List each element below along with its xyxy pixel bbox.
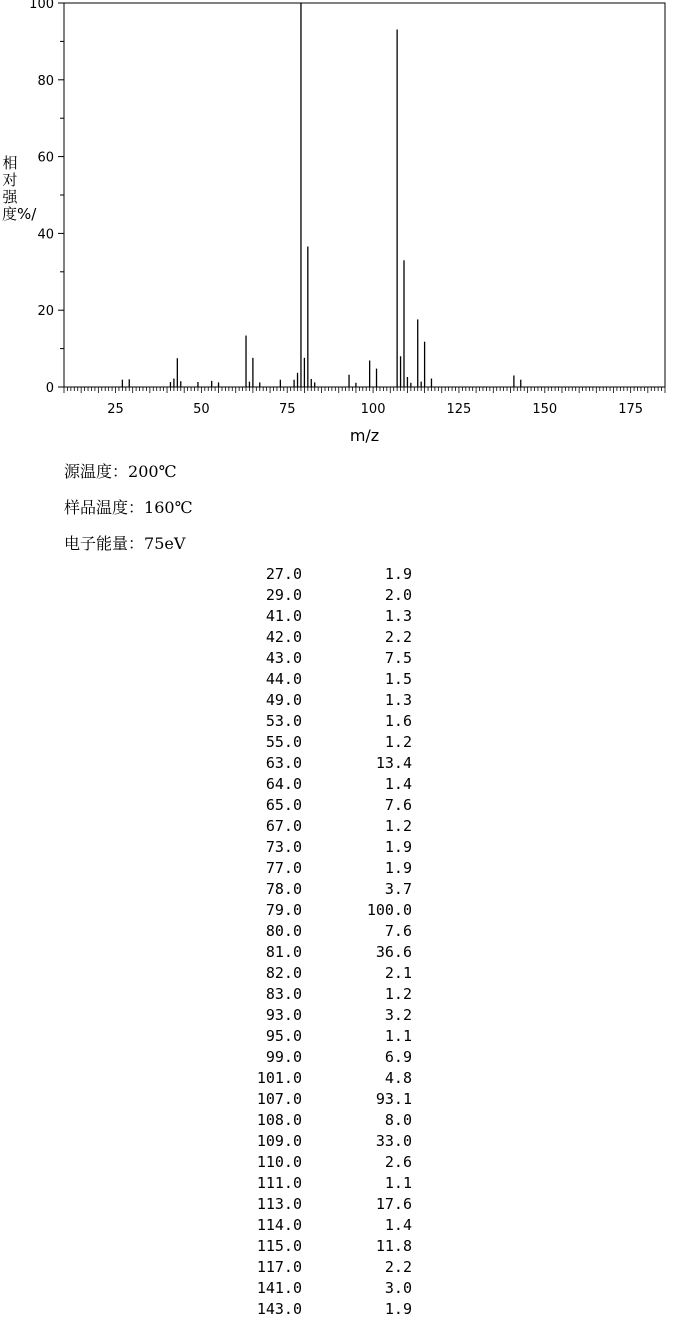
peak-mz: 80.0	[265, 922, 302, 940]
spectrum-plot	[0, 0, 680, 450]
y-tick-label: 20	[37, 304, 54, 320]
peak-intensity: 1.6	[384, 712, 412, 730]
peak-mz: 114.0	[256, 1216, 302, 1234]
peak-mz: 111.0	[256, 1174, 302, 1192]
peak-mz: 55.0	[265, 733, 302, 751]
table-row	[230, 774, 430, 795]
x-tick-label: 150	[532, 402, 558, 417]
table-row	[230, 963, 430, 984]
x-axis-label: m/z	[349, 426, 380, 445]
peak-intensity: 93.1	[375, 1090, 412, 1108]
peak-mz: 82.0	[265, 964, 302, 982]
table-row	[230, 1278, 430, 1299]
peak-intensity: 17.6	[375, 1195, 412, 1213]
table-row	[230, 1005, 430, 1026]
x-tick-label: 75	[278, 402, 296, 417]
condition-value: 160℃	[144, 498, 193, 517]
y-axis-label: 相对强度%/	[2, 154, 37, 223]
plot-frame	[64, 3, 665, 387]
table-row	[230, 942, 430, 963]
peak-intensity: 7.6	[384, 796, 412, 814]
peak-mz: 117.0	[256, 1258, 302, 1276]
peak-mz: 141.0	[256, 1279, 302, 1297]
peak-mz: 79.0	[265, 901, 302, 919]
table-row	[230, 1047, 430, 1068]
table-row	[230, 984, 430, 1005]
y-tick-label: 60	[37, 150, 54, 166]
peak-intensity: 2.1	[384, 964, 412, 982]
condition-sample-temp: 样品温度：160℃	[64, 498, 193, 517]
peak-mz: 29.0	[265, 586, 302, 604]
table-row	[230, 921, 430, 942]
table-row	[230, 732, 430, 753]
table-row	[230, 1110, 430, 1131]
peak-intensity: 1.3	[384, 607, 412, 625]
table-row	[230, 837, 430, 858]
x-tick-label: 125	[446, 402, 472, 417]
peak-mz: 53.0	[265, 712, 302, 730]
table-row	[230, 711, 430, 732]
x-tick-label: 175	[618, 402, 644, 417]
peak-intensity: 36.6	[375, 943, 412, 961]
condition-source-temp: 源温度：200℃	[64, 462, 177, 481]
table-row	[230, 669, 430, 690]
condition-value: 200℃	[128, 462, 177, 481]
x-tick-label: 50	[193, 402, 210, 417]
peak-intensity: 6.9	[384, 1048, 412, 1066]
peak-mz: 43.0	[265, 649, 302, 667]
peak-intensity: 1.9	[384, 838, 412, 856]
peak-intensity: 7.6	[384, 922, 412, 940]
peak-intensity: 3.0	[384, 1279, 412, 1297]
peak-intensity: 1.1	[384, 1174, 412, 1192]
peak-mz: 115.0	[256, 1237, 302, 1255]
table-row	[230, 606, 430, 627]
table-row	[230, 1068, 430, 1089]
peak-mz: 107.0	[256, 1090, 302, 1108]
peak-intensity: 1.2	[384, 733, 412, 751]
table-row	[230, 858, 430, 879]
peak-table	[230, 564, 430, 1320]
table-row	[230, 1194, 430, 1215]
table-row	[230, 690, 430, 711]
peak-intensity: 11.8	[375, 1237, 412, 1255]
y-tick-label: 80	[37, 73, 54, 89]
peak-intensity: 1.4	[384, 1216, 412, 1234]
table-row	[230, 648, 430, 669]
x-tick-label: 25	[107, 402, 124, 417]
peak-mz: 95.0	[265, 1027, 302, 1045]
peak-intensity: 1.2	[384, 985, 412, 1003]
table-row	[230, 1257, 430, 1278]
peak-mz: 109.0	[256, 1132, 302, 1150]
peak-intensity: 2.0	[384, 586, 412, 604]
table-row	[230, 1131, 430, 1152]
peak-mz: 77.0	[265, 859, 302, 877]
table-row	[230, 1299, 430, 1320]
peak-intensity: 4.8	[384, 1069, 412, 1087]
peak-mz: 64.0	[265, 775, 302, 793]
y-tick-label: 0	[45, 381, 54, 396]
peak-intensity: 2.2	[384, 1258, 412, 1276]
peak-mz: 44.0	[265, 670, 302, 688]
table-row	[230, 627, 430, 648]
peak-intensity: 2.2	[384, 628, 412, 646]
peak-intensity: 1.1	[384, 1027, 412, 1045]
peak-mz: 81.0	[265, 943, 302, 961]
peak-mz: 73.0	[265, 838, 302, 856]
peak-intensity: 7.5	[384, 649, 412, 667]
peak-mz: 67.0	[265, 817, 302, 835]
peak-intensity: 1.5	[384, 670, 412, 688]
y-tick-label: 100	[29, 0, 54, 12]
peak-mz: 101.0	[256, 1069, 302, 1087]
condition-electron-energy: 电子能量：75eV	[64, 534, 186, 553]
peak-mz: 110.0	[256, 1153, 302, 1171]
peak-mz: 49.0	[265, 691, 302, 709]
peak-mz: 143.0	[256, 1300, 302, 1318]
peak-intensity: 1.4	[384, 775, 412, 793]
peak-intensity: 1.9	[384, 1300, 412, 1318]
table-row	[230, 1236, 430, 1257]
condition-label: 样品温度	[64, 498, 129, 517]
peak-mz: 108.0	[256, 1111, 302, 1129]
peak-intensity: 3.7	[384, 880, 412, 898]
table-row	[230, 1215, 430, 1236]
peak-intensity: 1.3	[384, 691, 412, 709]
table-row	[230, 585, 430, 606]
table-row	[230, 795, 430, 816]
table-row	[230, 900, 430, 921]
peak-mz: 78.0	[265, 880, 302, 898]
peak-intensity: 100.0	[366, 901, 412, 919]
table-row	[230, 564, 430, 585]
peak-intensity: 3.2	[384, 1006, 412, 1024]
table-row	[230, 1089, 430, 1110]
table-row	[230, 816, 430, 837]
peak-mz: 63.0	[265, 754, 302, 772]
table-row	[230, 1173, 430, 1194]
peak-mz: 113.0	[256, 1195, 302, 1213]
x-tick-label: 100	[360, 402, 386, 417]
table-row	[230, 879, 430, 900]
peak-intensity: 33.0	[375, 1132, 412, 1150]
peak-intensity: 1.9	[384, 859, 412, 877]
peak-mz: 93.0	[265, 1006, 302, 1024]
table-row	[230, 753, 430, 774]
peak-intensity: 13.4	[375, 754, 412, 772]
peak-intensity: 1.9	[384, 565, 412, 583]
peak-intensity: 1.2	[384, 817, 412, 835]
peak-mz: 83.0	[265, 985, 302, 1003]
peak-mz: 41.0	[265, 607, 302, 625]
peak-intensity: 2.6	[384, 1153, 412, 1171]
table-row	[230, 1152, 430, 1173]
condition-value: 75eV	[144, 534, 186, 553]
peak-intensity: 8.0	[384, 1111, 412, 1129]
condition-label: 源温度	[64, 462, 113, 481]
table-row	[230, 1026, 430, 1047]
peak-mz: 27.0	[265, 565, 302, 583]
peak-mz: 65.0	[265, 796, 302, 814]
condition-label: 电子能量	[64, 534, 129, 553]
y-tick-label: 40	[37, 227, 54, 243]
peak-mz: 99.0	[265, 1048, 302, 1066]
peak-mz: 42.0	[265, 628, 302, 646]
